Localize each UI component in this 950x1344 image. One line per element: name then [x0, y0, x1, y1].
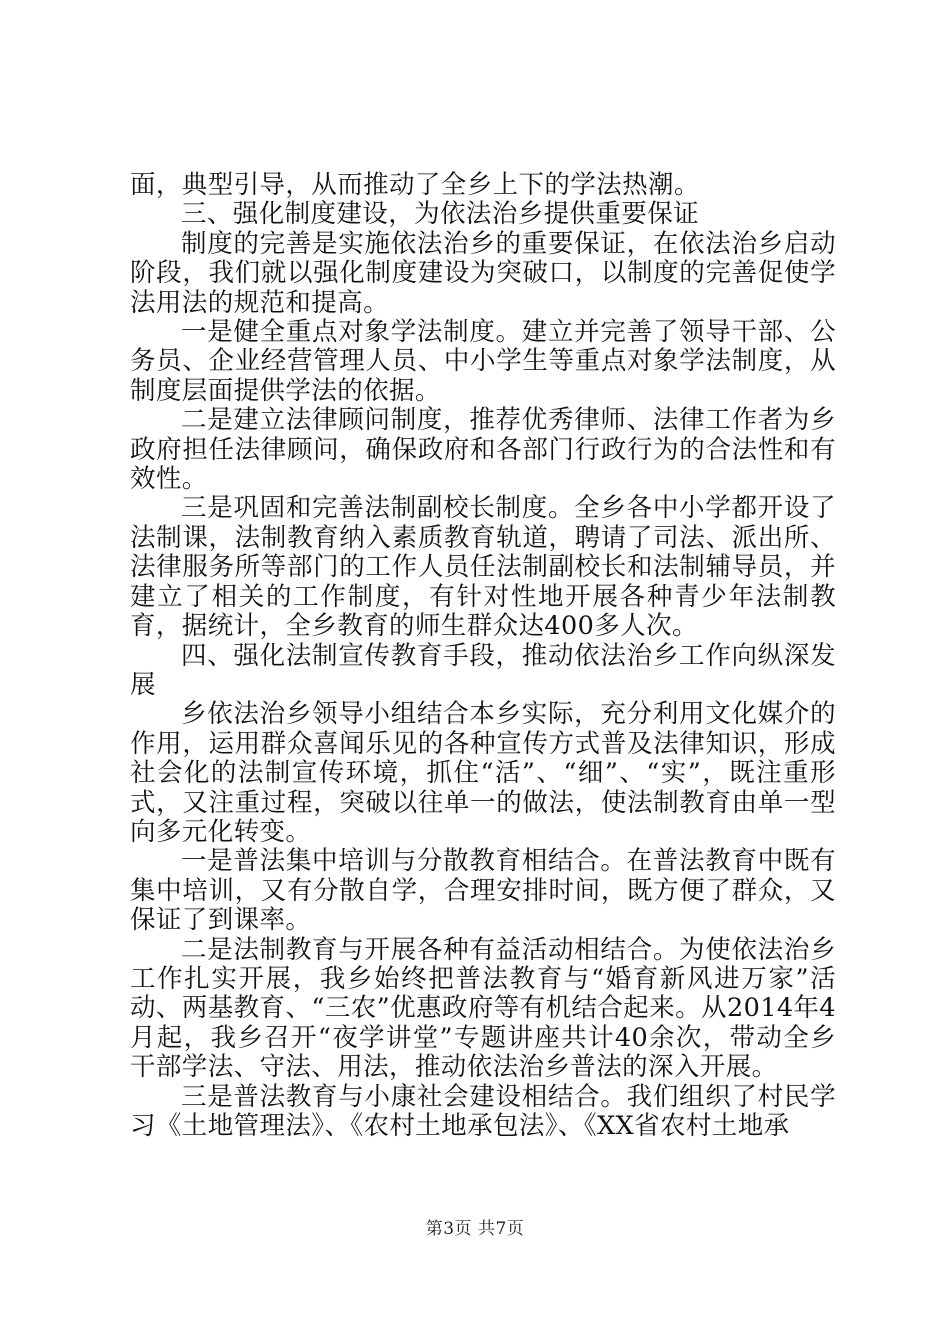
paragraph-system-intro: 制度的完善是实施依法治乡的重要保证，在依法治乡启动阶段，我们就以强化制度建设为突破口，以制度的完善促使学法用法的规范和提高。 [130, 228, 836, 318]
document-body [130, 171, 836, 1141]
paragraph-activities: 二是法制教育与开展各种有益活动相结合。为使依法治乡工作扎实开展，我乡始终把普法教育与“婚育新风进万家”活动、两基教育、“三农”优惠政府等有机结合起来。从2014年4月起，我乡召开“夜学讲堂”专题讲座共计40余次，带动全乡干部学法、守法、用法，推动依法治乡普法的深入开展。 [130, 934, 836, 1083]
page-number-label: 第3页 共7页 [425, 1219, 525, 1239]
paragraph-continued: 面，典型引导，从而推动了全乡上下的学法热潮。 [130, 170, 700, 200]
paragraph-publicity-intro: 乡依法治乡领导小组结合本乡实际，充分利用文化媒介的作用，运用群众喜闻乐见的各种宣传方式普及法律知识，形成社会化的法制宣传环境，抓住“活”、“细”、“实”，既注重形式，又注重过程，突破以往单一的做法，使法制教育由单一型向多元化转变。 [130, 699, 836, 847]
paragraph-point-two: 二是建立法律顾问制度，推荐优秀律师、法律工作者为乡政府担任法律顾问，确保政府和各部门行政行为的合法性和有效性。 [130, 405, 836, 495]
section-heading-four: 四、强化法制宣传教育手段，推动依法治乡工作向纵深发展 [130, 640, 836, 700]
section-heading-three: 三、强化制度建设，为依法治乡提供重要保证 [181, 199, 700, 230]
paragraph-xiaokang: 三是普法教育与小康社会建设相结合。我们组织了村民学习《土地管理法》、《农村土地承包法》、《XX省农村土地承 [130, 1081, 836, 1141]
paragraph-training: 一是普法集中培训与分散教育相结合。在普法教育中既有集中培训，又有分散自学，合理安排时间，既方便了群众，又保证了到课率。 [130, 846, 836, 936]
paragraph-point-one: 一是健全重点对象学法制度。建立并完善了领导干部、公务员、企业经营管理人员、中小学生等重点对象学法制度，从制度层面提供学法的依据。 [130, 317, 836, 406]
paragraph-point-three: 三是巩固和完善法制副校长制度。全乡各中小学都开设了法制课，法制教育纳入素质教育轨道，聘请了司法、派出所、法律服务所等部门的工作人员任法制副校长和法制辅导员，并建立了相关的工作制度，有针对性地开展各种青少年法制教育，据统计，全乡教育的师生群众达400多人次。 [130, 493, 836, 642]
page-footer [0, 1219, 950, 1239]
